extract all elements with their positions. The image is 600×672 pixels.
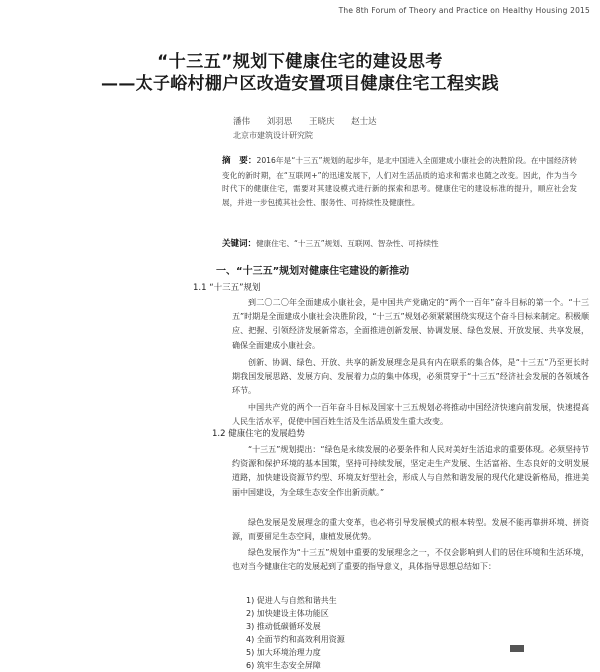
list-item: 3) 推动低碳循环发展 (246, 622, 321, 631)
body-paragraph: 到二〇二〇年全面建成小康社会，是中国共产党确定的“两个一百年”奋斗目标的第一个。“十三五”时期是全面建成小康社会决胜阶段，“十三五”规划必须紧紧围绕实现这个奋斗目标来制定。积极顺应、把握、引领经济发展新常态，全面推进创新发展、协调发展、绿色发展、开放发展、共享发展，确保全面建成小康社会。 (232, 298, 589, 350)
abstract-text: 2016年是“十三五”规划的起步年，是北中国进入全面建成小康社会的决胜阶段。在中国经济转变化的新时期，在“互联网+”的迅速发展下，人们对生活品质的追求和需求也随之改变。因此，作为当今时代下的健康住宅，需要对其建设模式进行新的探索和思考。健康住宅的建设标准的提升，順应社会发展，并进一步包揽其社会性、服务性、可持续性及健康性。 (222, 156, 577, 207)
list-item: 6) 筑牢生态安全屏障 (246, 661, 321, 670)
body-paragraph: “十三五”规划提出：“绿色是永续发展的必要条件和人民对美好生活追求的重要体现。必须坚持节约资源和保护环境的基本国策，坚持可持续发展，坚定走生产发展、生活富裕、生态良好的文明发展道路，加快建设资源节约型、环境友好型社会，形成人与自然和谐发展的现代化建设新格局，推进美丽中国建设，为全球生态安全作出新贡献。” (232, 445, 589, 497)
journal-header: The 8th Forum of Theory and Practice on Healthy Housing 2015 (338, 6, 590, 15)
guideline-list (246, 594, 345, 672)
paper-subtitle: ——太子峪村棚户区改造安置项目健康住宅工程实践 (101, 74, 499, 94)
body-paragraph: 创新、协调、绿色、开放、共享的新发展理念是具有内在联系的集合体，是“十三五”乃至更长时期我国发展思路、发展方向、发展着力点的集中体现，必须贯穿于“十三五”经济社会发展的各领域各环节。 (232, 358, 589, 396)
body-paragraph: 绿色发展作为“十三五”规划中重要的发展理念之一，不仅会影响到人们的居住环境和生活环境，也对当今健康住宅的发展起到了重要的指导意义，具体指导思想总结如下： (232, 548, 589, 572)
page-marker (510, 645, 524, 652)
paper-title: “十三五”规划下健康住宅的建设思考 (157, 52, 443, 72)
author-name: 潘伟 (233, 117, 251, 127)
abstract-label: 摘 要： (222, 156, 257, 166)
affiliation: 北京市建筑设计研究院 (233, 131, 313, 140)
list-item: 2) 加快建设主体功能区 (246, 609, 329, 618)
keywords (222, 237, 577, 249)
list-item: 1) 促进人与自然和谐共生 (246, 596, 337, 605)
keywords-text: 健康住宅、“十三五”规划、互联网、智杂性、可持续性 (256, 239, 439, 248)
author-name: 刘羽思 (266, 117, 293, 127)
subsection-heading: 1.1 “十三五”规划 (193, 283, 261, 293)
keywords-label: 关键词： (222, 239, 257, 249)
author-name: 赵士达 (351, 117, 377, 127)
list-item: 5) 加大环境治理力度 (246, 648, 321, 657)
abstract (222, 154, 577, 209)
subsection-heading: 1.2 健康住宅的发展趋势 (212, 429, 305, 439)
body-paragraph: 绿色发展是发展理念的重大变革，也必将引导发展模式的根本转型。发展不能再靠拼环境、拼资源，而要留足生态空间，康植发展优势。 (232, 518, 589, 542)
list-item: 4) 全面节约和高效利用资源 (246, 635, 345, 644)
section-heading: 一、“十三五”规划对健康住宅建设的新推动 (216, 266, 410, 277)
author-list (233, 115, 391, 127)
author-name: 王晓庆 (308, 117, 335, 127)
body-paragraph: 中国共产党的两个一百年奋斗目标及国家十三五规划必将推动中国经济快速向前发展，快速提高人民生活水平，促使中国百姓生活及生活品质发生重大改变。 (232, 403, 589, 427)
